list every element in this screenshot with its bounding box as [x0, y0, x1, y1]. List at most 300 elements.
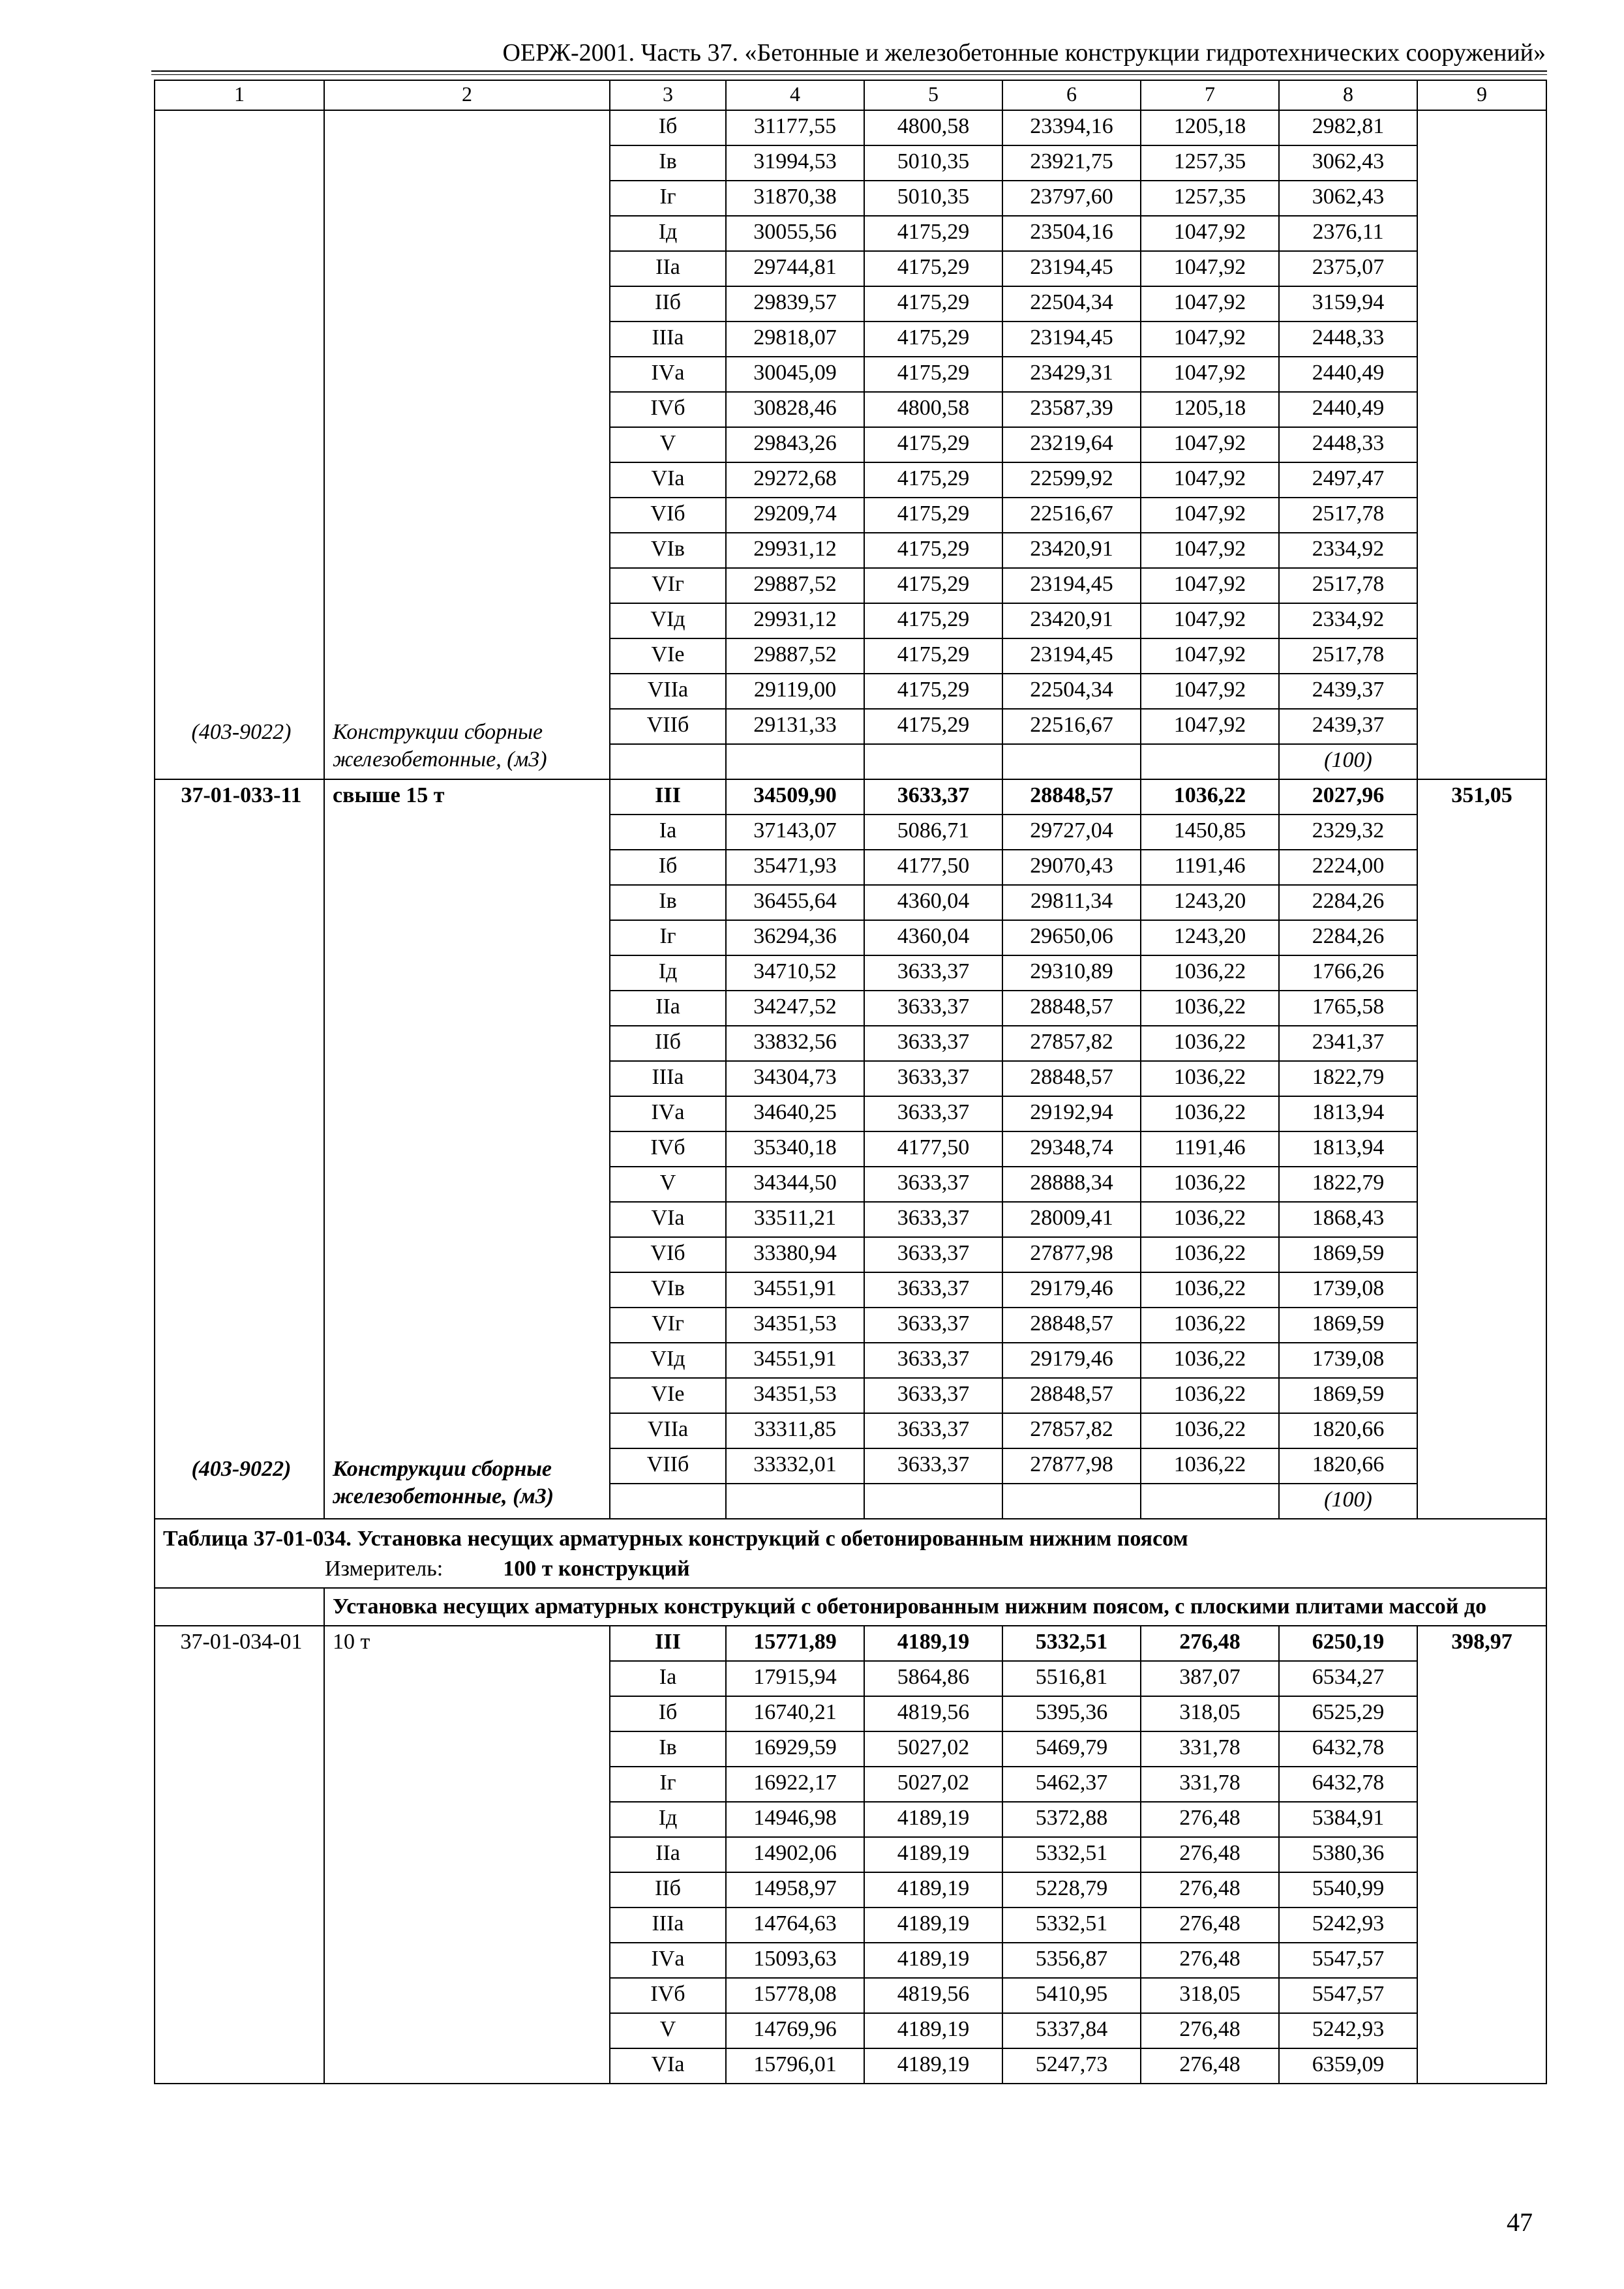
value-cell: 1820,66	[1279, 1448, 1417, 1484]
value-cell: 4800,58	[864, 110, 1002, 145]
value-cell: 17915,94	[726, 1661, 864, 1696]
zone-cell: V	[610, 427, 726, 462]
value-cell: 5384,91	[1279, 1802, 1417, 1837]
column-number: 3	[610, 80, 726, 110]
value-cell: 5337,84	[1002, 2013, 1141, 2048]
value-cell: 29650,06	[1002, 920, 1141, 955]
value-cell: 29887,52	[726, 638, 864, 674]
value-cell: 1047,92	[1141, 638, 1279, 674]
value-cell: 29119,00	[726, 674, 864, 709]
zone-cell: VIе	[610, 638, 726, 674]
value-cell: 2284,26	[1279, 920, 1417, 955]
value-cell: 1191,46	[1141, 1131, 1279, 1167]
value-cell: 22504,34	[1002, 674, 1141, 709]
value-cell: 1036,22	[1141, 955, 1279, 991]
total-cell: 398,97	[1417, 1626, 1546, 2084]
value-cell: 2439,37	[1279, 674, 1417, 709]
value-cell: 1450,85	[1141, 815, 1279, 850]
resource-name: Конструкции сборные	[333, 720, 543, 744]
value-cell: 28888,34	[1002, 1167, 1141, 1202]
value-cell: 3633,37	[864, 1237, 1002, 1272]
rate-code: 37-01-033-11	[181, 783, 302, 807]
header-rule	[151, 70, 1547, 72]
value-cell: 3633,37	[864, 1378, 1002, 1413]
value-cell: 2334,92	[1279, 603, 1417, 638]
zone-cell: VIIа	[610, 1413, 726, 1448]
zone-cell: Iв	[610, 885, 726, 920]
value-cell: 2517,78	[1279, 638, 1417, 674]
value-cell: 6250,19	[1279, 1626, 1417, 1661]
value-cell: 1036,22	[1141, 1061, 1279, 1096]
empty-cell	[726, 1484, 864, 1519]
measure-value: 100 т конструкций	[503, 1557, 690, 1581]
value-cell: 29131,33	[726, 709, 864, 744]
value-cell: 6525,29	[1279, 1696, 1417, 1731]
value-cell: 4175,29	[864, 638, 1002, 674]
value-cell: 1036,22	[1141, 1096, 1279, 1131]
value-cell: 1243,20	[1141, 885, 1279, 920]
value-cell: 2440,49	[1279, 357, 1417, 392]
table-row	[155, 110, 1546, 145]
value-cell: 1047,92	[1141, 357, 1279, 392]
value-cell: 318,05	[1141, 1978, 1279, 2013]
value-cell: 3633,37	[864, 1202, 1002, 1237]
value-cell: 1191,46	[1141, 850, 1279, 885]
value-cell: 3633,37	[864, 1448, 1002, 1484]
value-cell: 5410,95	[1002, 1978, 1141, 2013]
value-cell: 318,05	[1141, 1696, 1279, 1731]
value-cell: 1036,22	[1141, 1448, 1279, 1484]
value-cell: 29272,68	[726, 462, 864, 498]
value-cell: 14902,06	[726, 1837, 864, 1872]
value-cell: 1036,22	[1141, 779, 1279, 815]
value-cell: 34551,91	[726, 1343, 864, 1378]
value-cell: 4189,19	[864, 1802, 1002, 1837]
value-cell: 2284,26	[1279, 885, 1417, 920]
value-cell: 1047,92	[1141, 427, 1279, 462]
value-cell: 5242,93	[1279, 1908, 1417, 1943]
value-cell: 2439,37	[1279, 709, 1417, 744]
zone-cell: IIа	[610, 251, 726, 286]
value-cell: 6432,78	[1279, 1731, 1417, 1767]
value-cell: 1047,92	[1141, 322, 1279, 357]
running-header: ОЕРЖ-2001. Часть 37. «Бетонные и железобетонные конструкции гидротехнических сооружений»	[502, 39, 1546, 67]
value-cell: 29348,74	[1002, 1131, 1141, 1167]
code-cell	[155, 110, 324, 779]
value-cell: 276,48	[1141, 1837, 1279, 1872]
zone-cell: IVа	[610, 1943, 726, 1978]
value-cell: 15796,01	[726, 2048, 864, 2084]
value-cell: 23504,16	[1002, 216, 1141, 251]
value-cell: 5380,36	[1279, 1837, 1417, 1872]
value-cell: 3633,37	[864, 1026, 1002, 1061]
value-cell: 5086,71	[864, 815, 1002, 850]
value-cell: 34247,52	[726, 991, 864, 1026]
value-cell: 33332,01	[726, 1448, 864, 1484]
empty-cell	[1141, 1484, 1279, 1519]
value-cell: 3159,94	[1279, 286, 1417, 322]
zone-cell: IIб	[610, 1026, 726, 1061]
value-cell: 1243,20	[1141, 920, 1279, 955]
name-cell	[324, 110, 610, 779]
page-number: 47	[1507, 2207, 1533, 2237]
value-cell: 1257,35	[1141, 181, 1279, 216]
value-cell: 23194,45	[1002, 322, 1141, 357]
resource-code: (403-9022)	[191, 1457, 292, 1481]
value-cell: 4819,56	[864, 1696, 1002, 1731]
value-cell: 5247,73	[1002, 2048, 1141, 2084]
value-cell: 2329,32	[1279, 815, 1417, 850]
zone-cell: VIг	[610, 1308, 726, 1343]
value-cell: 16929,59	[726, 1731, 864, 1767]
column-number: 9	[1417, 80, 1546, 110]
value-cell: 14958,97	[726, 1872, 864, 1908]
value-cell: 30045,09	[726, 357, 864, 392]
value-cell: 23797,60	[1002, 181, 1141, 216]
value-cell: 1869,59	[1279, 1308, 1417, 1343]
value-cell: 2517,78	[1279, 498, 1417, 533]
value-cell: 1869,59	[1279, 1378, 1417, 1413]
zone-cell: V	[610, 2013, 726, 2048]
column-number-row	[155, 80, 1546, 110]
value-cell: 1036,22	[1141, 1343, 1279, 1378]
value-cell: 1869,59	[1279, 1237, 1417, 1272]
value-cell: 15778,08	[726, 1978, 864, 2013]
zone-cell: VIб	[610, 1237, 726, 1272]
value-cell: 4175,29	[864, 709, 1002, 744]
empty-cell	[610, 1484, 726, 1519]
value-cell: 29843,26	[726, 427, 864, 462]
value-cell: 23420,91	[1002, 603, 1141, 638]
value-cell: 34351,53	[726, 1378, 864, 1413]
value-cell: 15771,89	[726, 1626, 864, 1661]
value-cell: 35471,93	[726, 850, 864, 885]
value-cell: 14946,98	[726, 1802, 864, 1837]
value-cell: 1205,18	[1141, 392, 1279, 427]
value-cell: 5547,57	[1279, 1978, 1417, 2013]
value-cell: 1036,22	[1141, 1308, 1279, 1343]
value-cell: 28848,57	[1002, 1378, 1141, 1413]
value-cell: 23587,39	[1002, 392, 1141, 427]
value-cell: 4177,50	[864, 850, 1002, 885]
value-cell: 3633,37	[864, 955, 1002, 991]
value-cell: 4189,19	[864, 1872, 1002, 1908]
zone-cell: III	[610, 779, 726, 815]
value-cell: 4189,19	[864, 1908, 1002, 1943]
zone-cell: IIа	[610, 1837, 726, 1872]
value-cell: 27857,82	[1002, 1413, 1141, 1448]
value-cell: 4360,04	[864, 885, 1002, 920]
empty-cell	[1002, 744, 1141, 779]
rates-table	[154, 80, 1547, 2084]
resource-code: (403-9022)	[191, 720, 292, 744]
value-cell: 3633,37	[864, 779, 1002, 815]
value-cell: 28848,57	[1002, 1308, 1141, 1343]
table-row	[155, 1626, 1546, 1661]
value-cell: 29887,52	[726, 568, 864, 603]
value-cell: 34351,53	[726, 1308, 864, 1343]
value-cell: 16922,17	[726, 1767, 864, 1802]
zone-cell: VIа	[610, 2048, 726, 2084]
zone-cell: Iд	[610, 955, 726, 991]
value-cell: 3633,37	[864, 1343, 1002, 1378]
value-cell: 33832,56	[726, 1026, 864, 1061]
value-cell: 5469,79	[1002, 1731, 1141, 1767]
value-cell: 27857,82	[1002, 1026, 1141, 1061]
value-cell: 23921,75	[1002, 145, 1141, 181]
value-cell: 6432,78	[1279, 1767, 1417, 1802]
value-cell: 34344,50	[726, 1167, 864, 1202]
value-cell: 23219,64	[1002, 427, 1141, 462]
value-cell: 5228,79	[1002, 1872, 1141, 1908]
value-cell: 1868,43	[1279, 1202, 1417, 1237]
value-cell: 4189,19	[864, 1943, 1002, 1978]
value-cell: 23194,45	[1002, 568, 1141, 603]
value-cell: 4175,29	[864, 427, 1002, 462]
value-cell: 27877,98	[1002, 1237, 1141, 1272]
zone-cell: IVа	[610, 357, 726, 392]
value-cell: 6359,09	[1279, 2048, 1417, 2084]
value-cell: 4189,19	[864, 2048, 1002, 2084]
value-cell: 5516,81	[1002, 1661, 1141, 1696]
value-cell: 4175,29	[864, 603, 1002, 638]
column-number: 4	[726, 80, 864, 110]
value-cell: 2440,49	[1279, 392, 1417, 427]
value-cell: 5027,02	[864, 1731, 1002, 1767]
value-cell: 22504,34	[1002, 286, 1141, 322]
value-cell: 29839,57	[726, 286, 864, 322]
value-cell: 33311,85	[726, 1413, 864, 1448]
zone-cell: Iб	[610, 850, 726, 885]
value-cell: 33380,94	[726, 1237, 864, 1272]
value-cell: 276,48	[1141, 1802, 1279, 1837]
value-cell: 5540,99	[1279, 1872, 1417, 1908]
value-cell: 1739,08	[1279, 1343, 1417, 1378]
value-cell: 1047,92	[1141, 498, 1279, 533]
zone-cell: IVб	[610, 1131, 726, 1167]
zone-cell: VIIб	[610, 709, 726, 744]
value-cell: 1047,92	[1141, 568, 1279, 603]
table-row	[155, 779, 1546, 815]
value-cell: 6534,27	[1279, 1661, 1417, 1696]
value-cell: 23420,91	[1002, 533, 1141, 568]
table-title	[155, 1519, 1546, 1588]
value-cell: 4175,29	[864, 674, 1002, 709]
resource-unit: железобетонные, (м3)	[333, 747, 547, 771]
zone-cell: IVб	[610, 392, 726, 427]
value-cell: 1739,08	[1279, 1272, 1417, 1308]
column-number: 5	[864, 80, 1002, 110]
rate-name: свыше 15 т	[333, 783, 445, 807]
value-cell: 3633,37	[864, 991, 1002, 1026]
zone-cell: Iа	[610, 815, 726, 850]
zone-cell: Iг	[610, 181, 726, 216]
value-cell: 1036,22	[1141, 1413, 1279, 1448]
value-cell: 31177,55	[726, 110, 864, 145]
value-cell: 1813,94	[1279, 1096, 1417, 1131]
zone-cell: VIг	[610, 568, 726, 603]
value-cell: 4175,29	[864, 568, 1002, 603]
measure-label: Измеритель:	[325, 1557, 444, 1581]
value-cell: 4175,29	[864, 286, 1002, 322]
value-cell: 4175,29	[864, 357, 1002, 392]
value-cell: 36455,64	[726, 885, 864, 920]
value-cell: 3633,37	[864, 1272, 1002, 1308]
value-cell: 14764,63	[726, 1908, 864, 1943]
value-cell: 1047,92	[1141, 603, 1279, 638]
empty-cell	[1141, 744, 1279, 779]
zone-cell: IIIа	[610, 1908, 726, 1943]
zone-cell: IIб	[610, 286, 726, 322]
value-cell: 29744,81	[726, 251, 864, 286]
value-cell: 28848,57	[1002, 779, 1141, 815]
zone-cell: Iд	[610, 1802, 726, 1837]
value-cell: 331,78	[1141, 1767, 1279, 1802]
value-cell: 34551,91	[726, 1272, 864, 1308]
value-cell: 276,48	[1141, 1872, 1279, 1908]
value-cell: 22516,67	[1002, 498, 1141, 533]
value-cell: 5010,35	[864, 145, 1002, 181]
value-cell: 34304,73	[726, 1061, 864, 1096]
value-cell: 1047,92	[1141, 286, 1279, 322]
value-cell: 29727,04	[1002, 815, 1141, 850]
resource-qty: (100)	[1279, 1484, 1417, 1519]
value-cell: 34710,52	[726, 955, 864, 991]
header-rule-thin	[151, 74, 1547, 75]
value-cell: 1036,22	[1141, 1167, 1279, 1202]
value-cell: 29070,43	[1002, 850, 1141, 885]
zone-cell: Iб	[610, 1696, 726, 1731]
value-cell: 4175,29	[864, 216, 1002, 251]
value-cell: 4177,50	[864, 1131, 1002, 1167]
rate-code: 37-01-034-01	[155, 1626, 324, 2084]
value-cell: 29818,07	[726, 322, 864, 357]
value-cell: 1036,22	[1141, 1202, 1279, 1237]
value-cell: 16740,21	[726, 1696, 864, 1731]
value-cell: 5332,51	[1002, 1626, 1141, 1661]
measure-line	[163, 1555, 1538, 1583]
value-cell: 2982,81	[1279, 110, 1417, 145]
value-cell: 4175,29	[864, 462, 1002, 498]
zone-cell: VIв	[610, 1272, 726, 1308]
empty-cell	[864, 744, 1002, 779]
zone-cell: IVа	[610, 1096, 726, 1131]
value-cell: 387,07	[1141, 1661, 1279, 1696]
value-cell: 2334,92	[1279, 533, 1417, 568]
zone-cell: IIа	[610, 991, 726, 1026]
table-row	[155, 1519, 1546, 1588]
zone-cell: IIб	[610, 1872, 726, 1908]
value-cell: 1047,92	[1141, 251, 1279, 286]
zone-cell: Iг	[610, 1767, 726, 1802]
value-cell: 1047,92	[1141, 533, 1279, 568]
value-cell: 29310,89	[1002, 955, 1141, 991]
zone-cell: Iд	[610, 216, 726, 251]
zone-cell: VIв	[610, 533, 726, 568]
value-cell: 1047,92	[1141, 462, 1279, 498]
value-cell: 23429,31	[1002, 357, 1141, 392]
value-cell: 22516,67	[1002, 709, 1141, 744]
value-cell: 36294,36	[726, 920, 864, 955]
zone-cell: IIIа	[610, 1061, 726, 1096]
value-cell: 5462,37	[1002, 1767, 1141, 1802]
total-cell: 351,05	[1417, 779, 1546, 1519]
value-cell: 2517,78	[1279, 568, 1417, 603]
value-cell: 1036,22	[1141, 1026, 1279, 1061]
value-cell: 31870,38	[726, 181, 864, 216]
value-cell: 29179,46	[1002, 1272, 1141, 1308]
value-cell: 22599,92	[1002, 462, 1141, 498]
value-cell: 23194,45	[1002, 638, 1141, 674]
value-cell: 276,48	[1141, 2013, 1279, 2048]
value-cell: 35340,18	[726, 1131, 864, 1167]
value-cell: 1047,92	[1141, 709, 1279, 744]
value-cell: 5332,51	[1002, 1837, 1141, 1872]
empty-cell	[726, 744, 864, 779]
empty-cell	[610, 744, 726, 779]
value-cell: 1036,22	[1141, 991, 1279, 1026]
value-cell: 1036,22	[1141, 1272, 1279, 1308]
value-cell: 4189,19	[864, 1837, 1002, 1872]
value-cell: 23194,45	[1002, 251, 1141, 286]
value-cell: 5864,86	[864, 1661, 1002, 1696]
value-cell: 1765,58	[1279, 991, 1417, 1026]
code-cell	[155, 779, 324, 1519]
value-cell: 23394,16	[1002, 110, 1141, 145]
value-cell: 2375,07	[1279, 251, 1417, 286]
subheader: Установка несущих арматурных конструкций с обетонированным нижним поясом, с плоскими плитами массой до	[324, 1588, 1546, 1626]
value-cell: 1820,66	[1279, 1413, 1417, 1448]
value-cell: 1257,35	[1141, 145, 1279, 181]
rate-name: 10 т	[324, 1626, 610, 2084]
zone-cell: VIа	[610, 1202, 726, 1237]
zone-cell: VIа	[610, 462, 726, 498]
value-cell: 5356,87	[1002, 1943, 1141, 1978]
value-cell: 2027,96	[1279, 779, 1417, 815]
value-cell: 1822,79	[1279, 1061, 1417, 1096]
zone-cell: V	[610, 1167, 726, 1202]
value-cell: 27877,98	[1002, 1448, 1141, 1484]
value-cell: 4360,04	[864, 920, 1002, 955]
value-cell: 4189,19	[864, 1626, 1002, 1661]
name-cell	[324, 779, 610, 1519]
value-cell: 1813,94	[1279, 1131, 1417, 1167]
value-cell: 29811,34	[1002, 885, 1141, 920]
value-cell: 5027,02	[864, 1767, 1002, 1802]
value-cell: 5010,35	[864, 181, 1002, 216]
value-cell: 30828,46	[726, 392, 864, 427]
column-number: 1	[155, 80, 324, 110]
value-cell: 34640,25	[726, 1096, 864, 1131]
value-cell: 1822,79	[1279, 1167, 1417, 1202]
value-cell: 28009,41	[1002, 1202, 1141, 1237]
value-cell: 276,48	[1141, 1626, 1279, 1661]
zone-cell: VIIб	[610, 1448, 726, 1484]
zone-cell: VIд	[610, 1343, 726, 1378]
value-cell: 4175,29	[864, 251, 1002, 286]
zone-cell: VIб	[610, 498, 726, 533]
value-cell: 1047,92	[1141, 216, 1279, 251]
value-cell: 4189,19	[864, 2013, 1002, 2048]
value-cell: 1036,22	[1141, 1378, 1279, 1413]
empty-cell	[1002, 1484, 1141, 1519]
empty-cell	[864, 1484, 1002, 1519]
value-cell: 5242,93	[1279, 2013, 1417, 2048]
column-number: 6	[1002, 80, 1141, 110]
value-cell: 4175,29	[864, 498, 1002, 533]
value-cell: 1766,26	[1279, 955, 1417, 991]
value-cell: 1036,22	[1141, 1237, 1279, 1272]
